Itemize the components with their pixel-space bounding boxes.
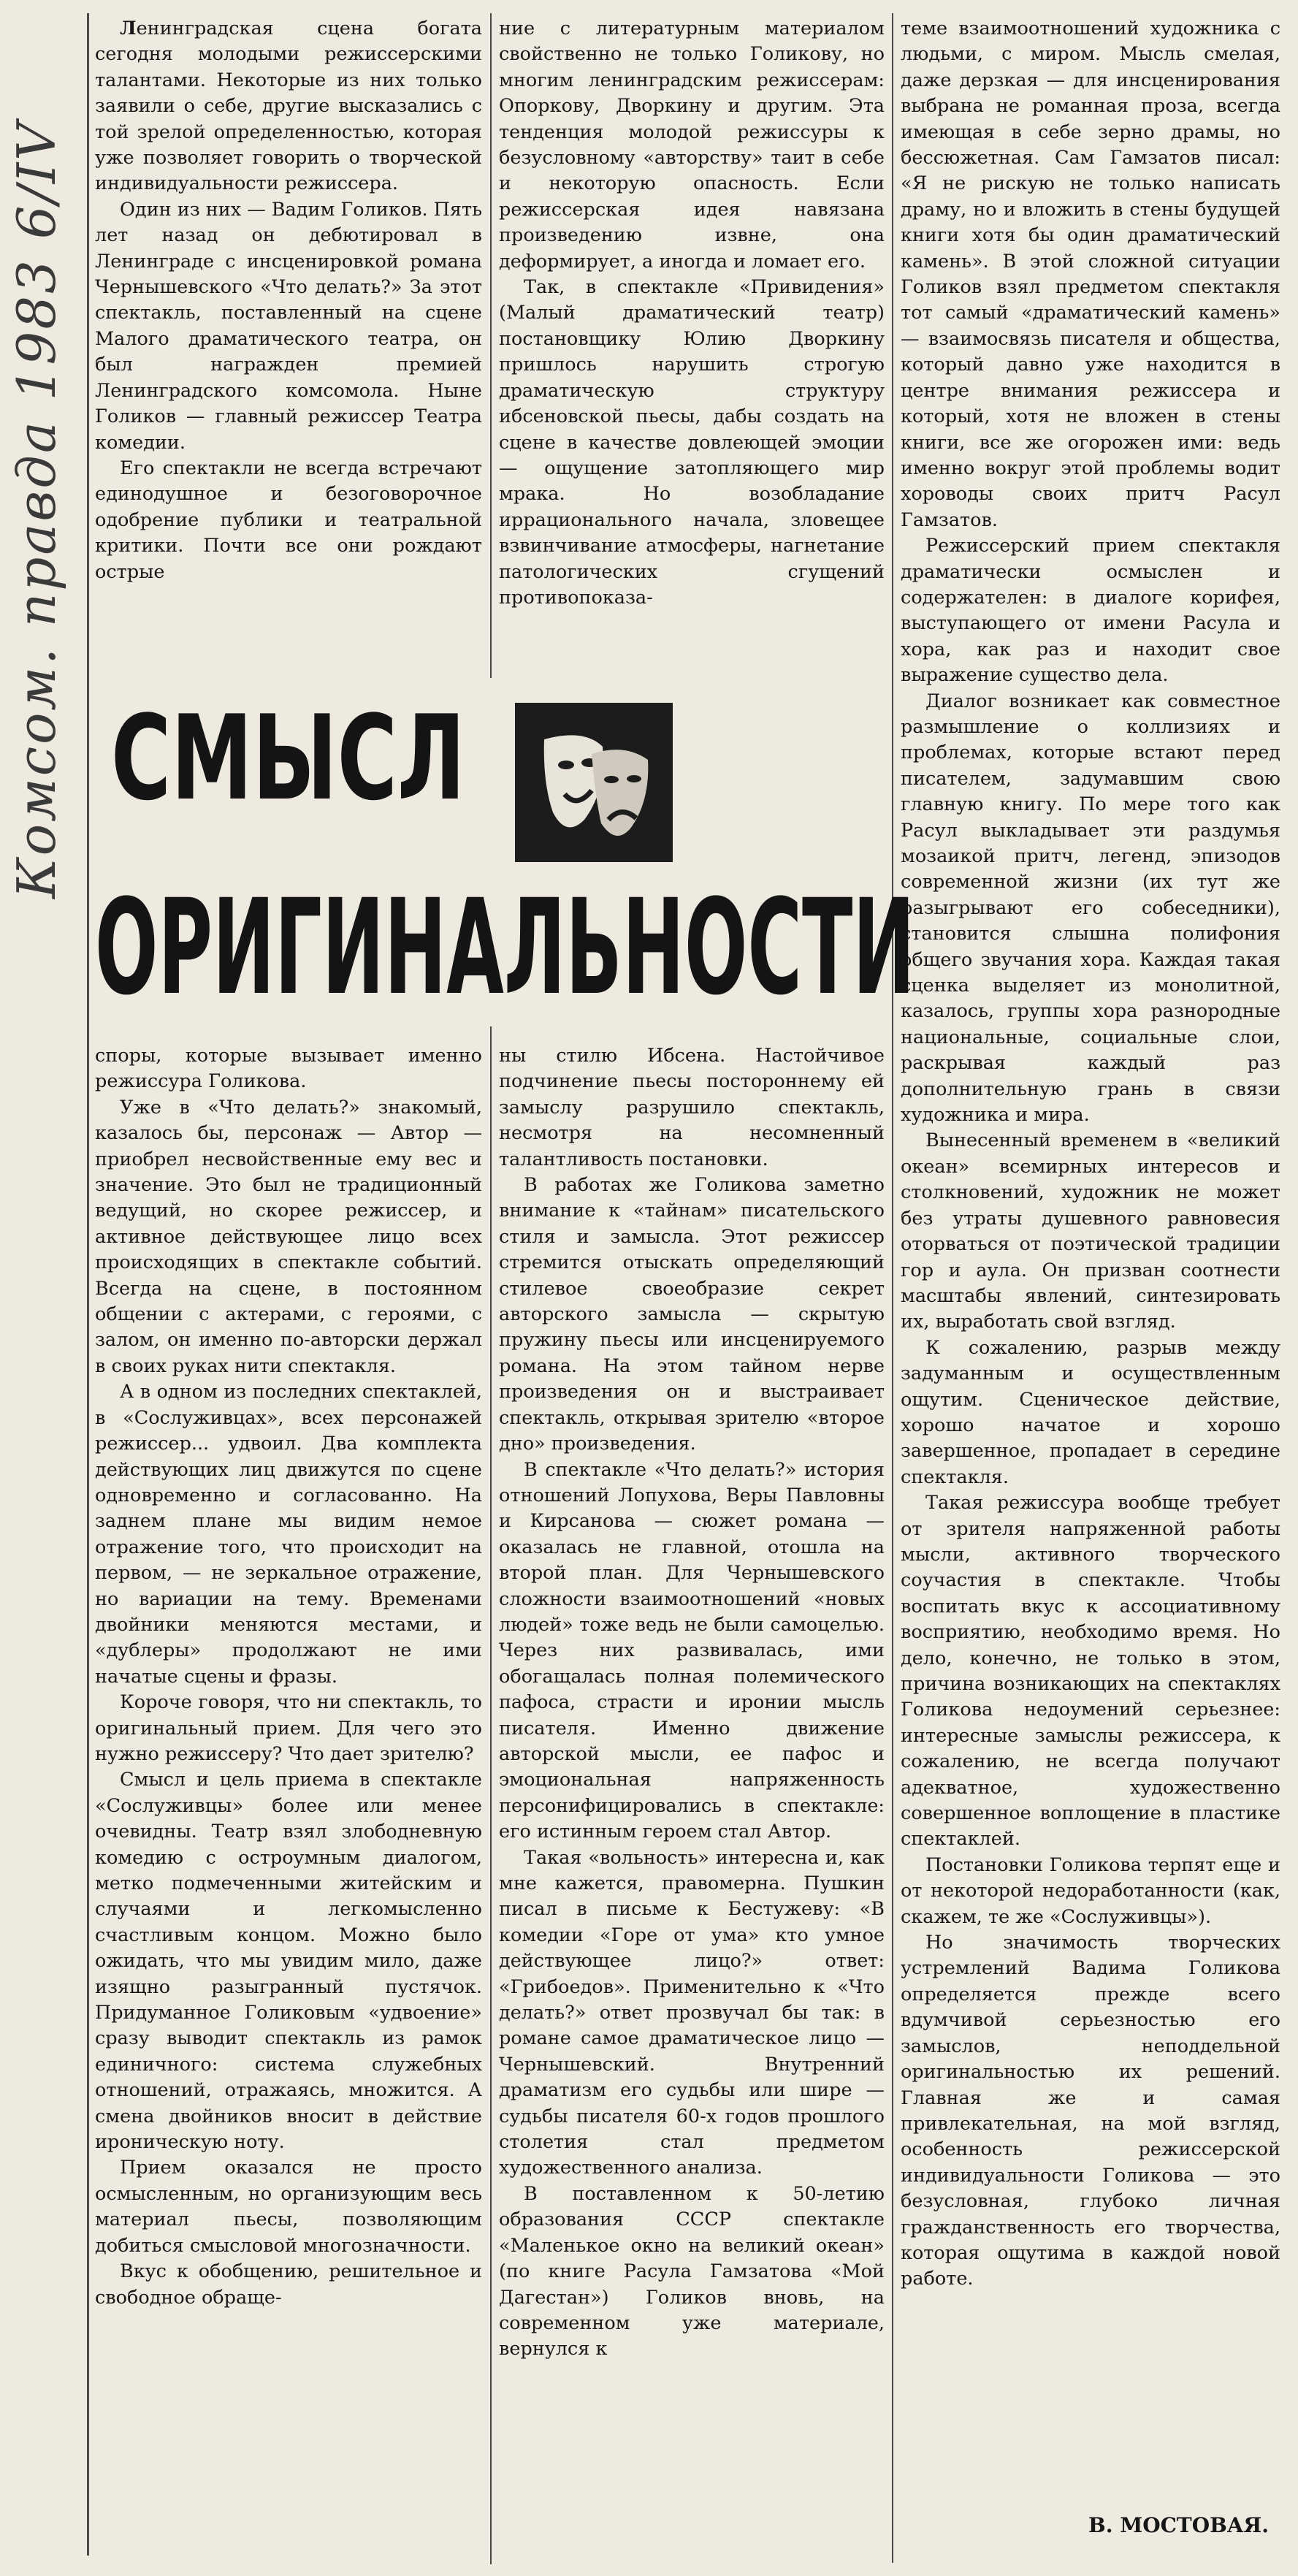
column-rule	[490, 1026, 492, 2564]
theatre-masks-emblem	[515, 703, 673, 862]
paragraph: Короче говоря, что ни спектакль, то оригинальный прием. Для чего это нужно режиссеру? Что дает зрителю?	[95, 1691, 482, 1765]
handwritten-margin-note: Комсом. правда 1983 6/IV	[6, 120, 67, 899]
paragraph: Смысл и цель приема в спектакле «Сослуживцы» более или менее очевидны. Театр взял злободневную комедию с остроумным диалогом, метко подмеченными житейским и случаями и легкомысленно счастливым концом. Можно было ожидать, что мы увидим мило, даже изящно разыгранный пустячок. Придуманное Голиковым «удвоение» сразу выводит спектакль из рамок единичного: система служебных отношений, отражаясь, множится. А смена двойников вносит в действие ироническую ноту.	[95, 1769, 482, 2154]
headline-line-1: СМЫСЛ	[111, 690, 465, 826]
paragraph: Такая режиссура вообще требует от зрителя напряженной работы мысли, активного творческого соучастия в спектакле. Чтобы воспитать вкус к ассоциативному восприятию, необходимо время. Но дело, конечно, не только в этом, причина возникающих на спектаклях Голикова недоумений серьезнее: интересные замыслы режиссера, к сожалению, не всегда получают адекватное, художественно совершенное воплощение в пластике спектаклей.	[901, 1492, 1280, 1851]
article-column-upper-middle	[499, 16, 885, 674]
article-column-lower-middle	[499, 1043, 885, 2567]
article-column-lower-left	[95, 1043, 482, 2567]
paragraph: В поставленном к 50-летию образования СССР спектакле «Маленькое окно на великий океан» (по книге Расула Гамзатова «Мой Дагестан») Голиков вновь, на современном уже материале, вернулся к	[499, 2182, 885, 2360]
paragraph: Один из них — Вадим Голиков. Пять лет назад он дебютировал в Ленинграде с инсценировкой романа Чернышевского «Что делать?» За этот спектакль, поставленный на сцене Малого драматического театра, он был награжден премией Ленинградского комсомола. Ныне Голиков — главный режиссер Театра комедии.	[95, 198, 482, 454]
paragraph: споры, которые вызывает именно режиссура Голикова.	[95, 1045, 482, 1093]
paragraph: Режиссерский прием спектакля драматически осмыслен и содержателен: в диалоге корифея, выступающего от имени Расула и хора, как раз и находит свое выражение существо дела.	[901, 535, 1280, 687]
column-rule	[892, 13, 893, 2563]
paragraph: Вкус к обобщению, решительное и свободное обраще-	[95, 2260, 482, 2309]
paragraph: ны стилю Ибсена. Настойчивое подчинение пьесы постороннему ей замыслу разрушило спектакль, несмотря на несомненный талантливость постановки.	[499, 1045, 885, 1170]
paragraph: Уже в «Что делать?» знакомый, казалось бы, персонаж — Автор — приобрел несвойственные ему вес и значение. Это был не традиционный ведущий, но скорее режиссер, и активное действующее лицо всех происходящих в спектакле событий. Всегда на сцене, в постоянном общении с актерами, с героями, с залом, он именно по-авторски держал в своих руках нити спектакля.	[95, 1096, 482, 1377]
paragraph: А в одном из последних спектаклей, в «Сослуживцах», всех персонажей режиссер... удвоил. Два комплекта действующих лиц движутся по сцене одновременно и согласованно. На заднем плане мы видим немое отражение того, что происходит на первом, — не зеркальное отражение, но вариации на тему. Временами двойники меняются местами, и «дублеры» продолжают не ими начатые сцены и фразы.	[95, 1381, 482, 1688]
author-signature: В. МОСТОВАЯ.	[1088, 2513, 1269, 2537]
paragraph: ние с литературным материалом свойственно не только Голикову, но многим ленинградским режиссерам: Опоркову, Дворкину и другим. Эта тенденция молодой режиссуры к безусловному «авторству» таит в себе и некоторую опасность. Если режиссерская идея навязана произведению извне, она деформирует, а иногда и ломает его.	[499, 18, 885, 273]
paragraph: Такая «вольность» интересна и, как мне кажется, правомерна. Пушкин писал в письме к Бестужеву: «В комедии «Горе от ума» кто умное действующее лицо?» ответ: «Грибоедов». Применительно к «Что делать?» ответ прозвучал бы так: в романе самое драматическое лицо — Чернышевский. Внутренний драматизм его судьбы или шире — судьбы писателя 60-х годов прошлого столетия стал предметом художественного анализа.	[499, 1846, 885, 2179]
paragraph: Его спектакли не всегда встречают единодушное и безоговорочное одобрение публики и театральной критики. Почти все они рождают острые	[95, 457, 482, 583]
column-rule	[87, 13, 89, 2556]
paragraph: Вынесенный временем в «великий океан» всемирных интересов и столкновений, художник не может без утраты душевного равновесия оторваться от поэтической традиции гор и аула. Он призван соотнести масштабы явлений, синтезировать их, выработать свой взгляд.	[901, 1129, 1280, 1333]
paragraph: Диалог возникает как совместное размышление о коллизиях и проблемах, которые встают перед писателем, задумавшим свою главную книгу. По мере того как Расул выкладывает эти раздумья мозаикой притч, легенд, эпизодов современной жизни (их тут же разыгрывают его собеседники), становится слышна полифония общего звучания хора. Каждая такая сценка выделяет из монолитной, казалось, группы хора разнородные национальные, социальные слои, раскрывая каждый раз дополнительную грань в связи художника и мира.	[901, 690, 1280, 1127]
headline-line-2: ОРИГИНАЛЬНОСТИ	[95, 872, 915, 1024]
paragraph: К сожалению, разрыв между задуманным и осуществленным ощутим. Сценическое действие, хорошо начатое и хорошо завершенное, пропадает в середине спектакля.	[901, 1336, 1280, 1488]
paragraph: Но значимость творческих устремлений Вадима Голикова определяется прежде всего вдумчивой серьезностью его замыслов, неподдельной оригинальностью их решений. Главная же и самая привлекательная, на мой взгляд, особенность режиссерской индивидуальности Голикова — это безусловная, глубоко личная гражданственность его творчества, которая ощутима в каждой новой работе.	[901, 1932, 1280, 2290]
paragraph: теме взаимоотношений художника с людьми, с миром. Мысль смелая, даже дерзкая — для инсценирования выбрана не романная проза, всегда имеющая в себе зерно драмы, но бессюжетная. Сам Гамзатов писал: «Я не рискую не только написать драму, но и вложить в стены будущей книги хотя бы один драматический камень». В этой сложной ситуации Голиков взял предметом спектакля тот самый «драматический камень» — взаимосвязь писателя и общества, который давно уже находится в центре внимания режиссера и который, хотя не вложен в стены книги, все же огорожен ими: ведь именно вокруг этой проблемы водит хороводы своих притч Расул Гамзатов.	[901, 18, 1280, 531]
paragraph: В спектакле «Что делать?» история отношений Лопухова, Веры Павловны и Кирсанова — сюжет романа — оказалась не главной, отошла на второй план. Для Чернышевского сложности взаимоотношений «новых людей» тоже ведь не были самоцелью. Через них развивалась, ими обогащалась полная полемического пафоса, страсти и иронии мысль писателя. Именно движение авторской мысли, ее пафос и эмоциональная напряженность персонифицировались в спектакле: его истинным героем стал Автор.	[499, 1458, 885, 1843]
paragraph: Так, в спектакле «Привидения» (Малый драматический театр) постановщику Юлию Дворкину пришлось нарушить строгую драматическую структуру ибсеновской пьесы, дабы создать на сцене в качестве довлеющей эмоции — ощущение затопляющего мир мрака. Но возобладание иррационального начала, зловещее взвинчивание атмосферы, нагнетание патологических сгущений противопоказа-	[499, 276, 885, 609]
paragraph: Прием оказался не просто осмысленным, но организующим весь материал пьесы, позволяющим добиться смысловой многозначности.	[95, 2157, 482, 2257]
article-column-upper-left	[95, 16, 482, 674]
theatre-masks-icon	[515, 703, 673, 862]
paragraph: Ленинградская сцена богата сегодня молодыми режиссерскими талантами. Некоторые из них только заявили о себе, другие высказались с той зрелой определенностью, которая уже позволяет говорить о творческой индивидуальности режиссера.	[95, 18, 482, 195]
paragraph: Постановки Голикова терпят еще и от некоторой недоработанности (как, скажем, те же «Сослуживцы»).	[901, 1853, 1280, 1928]
column-rule	[490, 13, 492, 678]
article-column-right	[901, 16, 1280, 2507]
paragraph: В работах же Голикова заметно внимание к «тайнам» писательского стиля и замысла. Этот режиссер стремится отыскать определяющий стилевое своеобразие секрет авторского замысла — скрытую пружину пьесы или инсценируемого романа. На этом тайном нерве произведения он и выстраивает спектакль, открывая зрителю «второе дно» произведения.	[499, 1174, 885, 1455]
